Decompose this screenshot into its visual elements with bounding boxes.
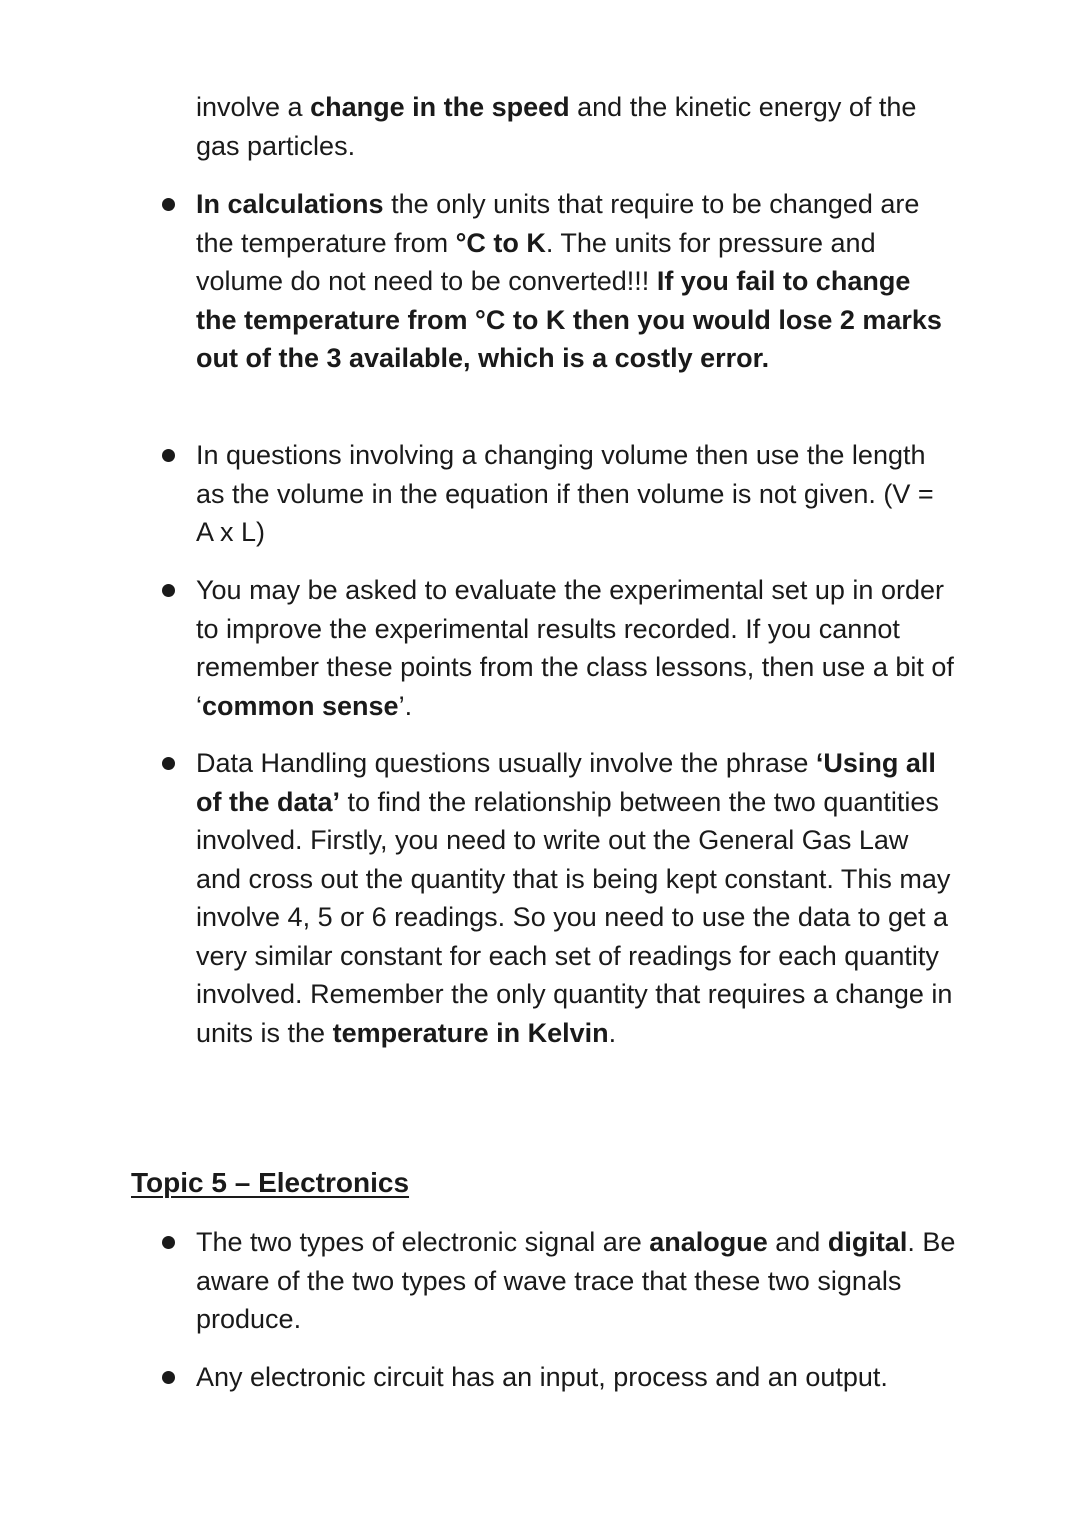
data-handling-bold-kelvin: temperature in Kelvin	[332, 1017, 609, 1048]
calculations-text-1: the only units that require to be changed are the temperature from	[196, 189, 920, 258]
signal-bold-analogue: analogue	[649, 1227, 768, 1257]
calculations-bullet	[196, 185, 956, 378]
volume-text: In questions involving a changing volume then use the length as the volume in the equation if then volume is not given. (V = A x L)	[196, 440, 934, 547]
calculations-bold-units: °C to K	[455, 227, 546, 258]
calculations-text-2: . The units for pressure and volume do not need to be converted!!!	[196, 227, 876, 296]
bullet-dot	[162, 1371, 175, 1384]
intro-bold-speed: change in the speed	[310, 92, 570, 122]
data-handling-bold-phrase: ‘Using all of the data’	[196, 748, 936, 817]
signal-types-bullet	[196, 1223, 956, 1339]
evaluate-text-1: You may be asked to evaluate the experimental set up in order to improve the experimental results recorded. If you cannot remember these points from the class lessons, then use a bit of ‘	[196, 575, 954, 721]
intro-text-2: and the kinetic energy of the gas particles.	[196, 92, 917, 161]
intro-text-1: involve a	[196, 92, 311, 122]
circuit-bullet	[196, 1358, 956, 1397]
calculations-warning: If you fail to change the temperature from °C to K then you would lose 2 marks out of the 3 available, which is a costly error.	[196, 266, 942, 373]
intro-paragraph	[196, 88, 956, 165]
bullet-dot	[162, 584, 175, 597]
signal-text-2: and	[767, 1227, 828, 1257]
data-handling-bullet	[196, 744, 956, 1052]
data-handling-text-3: .	[608, 1017, 617, 1048]
data-handling-text-1: Data Handling questions usually involve the phrase	[196, 748, 816, 778]
bullet-dot	[162, 449, 175, 462]
signal-text-1: The two types of electronic signal are	[196, 1227, 650, 1257]
data-handling-text-2: to find the relationship between the two quantities involved. Firstly, you need to write out the General Gas Law and cross out the quantity that is being kept constant. This may involve 4, 5 or 6 readings. So you need to use the data to get a very similar constant for each set of readings for each quantity involved. Remember the only quantity that requires a change in units is the	[196, 786, 953, 1048]
section-heading: Topic 5 – Electronics	[131, 1167, 410, 1198]
circuit-text: Any electronic circuit has an input, process and an output.	[196, 1362, 888, 1392]
calculations-bold: In calculations	[196, 189, 384, 219]
evaluate-text-2: ’.	[398, 690, 413, 721]
evaluate-bullet	[196, 571, 956, 725]
evaluate-bold: common sense	[202, 690, 399, 721]
bullet-dot	[162, 198, 175, 211]
signal-bold-digital: digital	[827, 1227, 908, 1257]
bullet-dot	[162, 1236, 175, 1249]
signal-text-3: . Be aware of the two types of wave trace that these two signals produce.	[196, 1227, 956, 1334]
bullet-dot	[162, 757, 175, 770]
volume-bullet	[196, 436, 956, 552]
